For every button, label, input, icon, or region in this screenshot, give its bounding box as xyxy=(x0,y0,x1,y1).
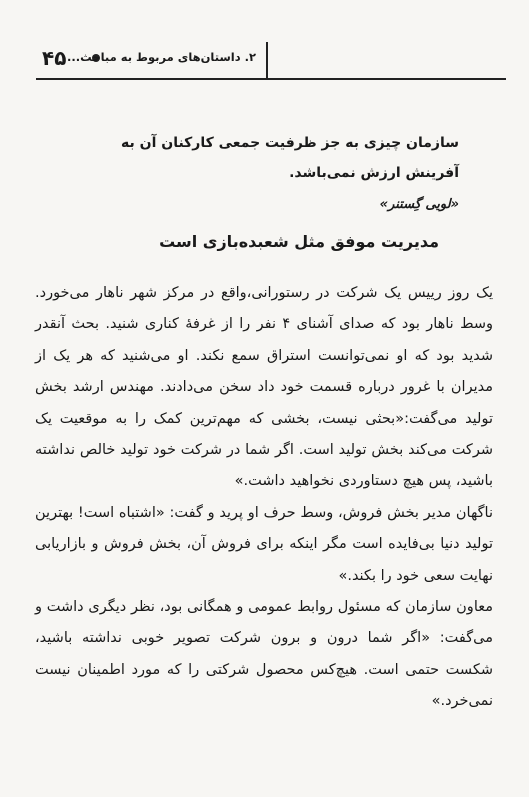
header-vertical-rule xyxy=(266,42,268,80)
epigraph xyxy=(99,128,459,218)
section-heading: مدیریت موفق مثل شعبده‌بازی است xyxy=(159,232,439,251)
epigraph-line: آفرینش ارزش نمی‌باشد. xyxy=(289,165,459,181)
paragraph: معاون سازمان که مسئول روابط عمومی و همگانی بود، نظر دیگری داشت و می‌گفت: «اگر شما درون و برون شرکت تصویر خوبی نداشته باشید، شکست حتمی است. هیچ‌کس محصول شرکتی را که مورد اطمینان نیست نمی‌خرد.» xyxy=(35,599,493,710)
page-header xyxy=(36,40,506,84)
body-text xyxy=(35,278,493,718)
paragraph: ناگهان مدیر بخش فروش، وسط حرف او پرید و گفت: «اشتباه است! بهترین تولید دنیا بی‌فایده است مگر اینکه برای فروش آن، بخش فروش و بازاریابی نهایت سعی خود را بکند.» xyxy=(35,504,493,584)
epigraph-line: سازمان چیزی به جز ظرفیت جمعی کارکنان آن به xyxy=(121,135,459,151)
page-number: ۴۵ xyxy=(42,46,67,70)
running-head: ۲. داستان‌های مربوط به مباحث... xyxy=(67,50,256,64)
header-rule xyxy=(36,78,506,80)
epigraph-author: «لویی گِستنر» xyxy=(379,197,459,212)
paragraph: یک روز رییس یک شرکت در رستورانی،واقع در مرکز شهر ناهار می‌خورد. وسط ناهار بود که صدای آشنای ۴ نفر را از غرفهٔ کناری شنید. بحث آنقدر شدید بود که او نمی‌توانست استراق سمع نکند. او می‌شنید که هر یک از مدیران با غرور درباره قسمت خود داد سخن می‌دادند. مهندس ارشد بخش تولید می‌گفت:«بحثی نیست، بخشی که مهم‌ترین کمک را به موقعیت یک شرکت می‌کند بخش تولید است. اگر شما در شرکت خود تولید خالص نداشته باشید، پس هیچ دستاوردی نخواهید داشت.» xyxy=(35,285,493,490)
